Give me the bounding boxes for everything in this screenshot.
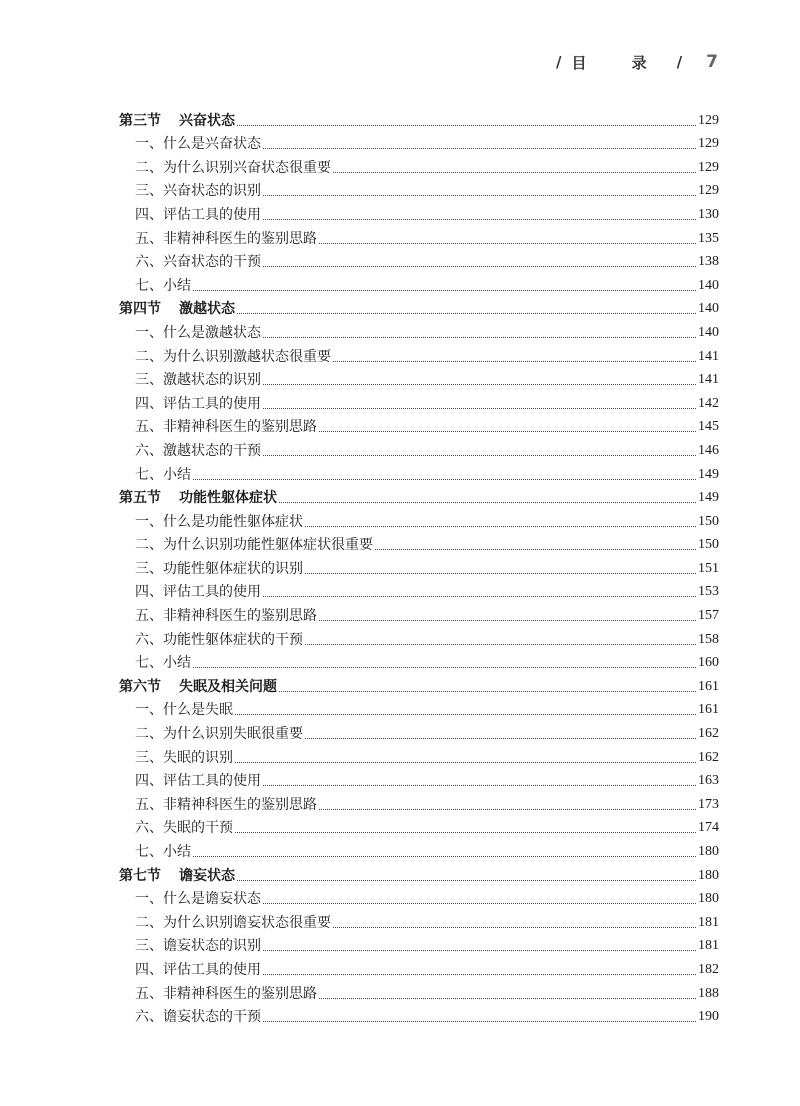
dot-leader: [319, 809, 696, 810]
dot-leader: [305, 738, 696, 739]
toc-page-number: 190: [698, 1009, 719, 1025]
section-number: 第六节: [119, 678, 161, 695]
toc-item-row[interactable]: [119, 366, 719, 390]
toc-item-row[interactable]: [119, 531, 719, 555]
toc-section-row[interactable]: [119, 484, 719, 508]
toc-entry-label: [119, 867, 235, 885]
section-number: 第三节: [119, 112, 161, 129]
toc-page-number: 181: [698, 914, 719, 930]
dot-leader: [237, 880, 696, 881]
toc-item-row[interactable]: [119, 342, 719, 366]
toc-entry-label: 一、什么是激越状态: [135, 324, 261, 341]
toc-entry-label: 一、什么是失眠: [135, 702, 233, 719]
toc-page-number: 161: [698, 678, 719, 694]
toc-page-number: 140: [698, 301, 719, 317]
toc-entry-label: 二、为什么识别兴奋状态很重要: [135, 159, 331, 176]
toc-item-row[interactable]: [119, 436, 719, 460]
dot-leader: [263, 219, 696, 220]
toc-page-number: 146: [698, 442, 719, 458]
dot-leader: [235, 832, 696, 833]
toc-item-row[interactable]: [119, 224, 719, 248]
toc-page-number: 129: [698, 136, 719, 152]
dot-leader: [319, 243, 696, 244]
toc-item-row[interactable]: [119, 696, 719, 720]
toc-page-number: 181: [698, 938, 719, 954]
toc-item-row[interactable]: [119, 200, 719, 224]
toc-item-row[interactable]: [119, 743, 719, 767]
toc-section-row[interactable]: [119, 672, 719, 696]
table-of-contents: [119, 106, 719, 1026]
toc-item-row[interactable]: [119, 1003, 719, 1027]
toc-page-number: 151: [698, 560, 719, 576]
toc-entry-label: [119, 489, 277, 507]
dot-leader: [193, 667, 696, 668]
toc-entry-label: 六、兴奋状态的干预: [135, 254, 261, 271]
toc-page-number: 129: [698, 159, 719, 175]
toc-page-number: 180: [698, 844, 719, 859]
toc-entry-label: 五、非精神科医生的鉴别思路: [135, 419, 317, 436]
dot-leader: [193, 479, 696, 480]
dot-leader: [333, 927, 696, 928]
toc-item-row[interactable]: [119, 837, 719, 861]
toc-item-row[interactable]: [119, 719, 719, 743]
dot-leader: [263, 266, 696, 267]
toc-page-number: 140: [698, 324, 719, 340]
dot-leader: [263, 337, 696, 338]
toc-page-number: 130: [698, 206, 719, 222]
toc-entry-label: 四、评估工具的使用: [135, 773, 261, 790]
dot-leader: [319, 431, 696, 432]
toc-item-row[interactable]: [119, 248, 719, 272]
dot-leader: [193, 290, 696, 291]
toc-item-row[interactable]: [119, 460, 719, 484]
toc-entry-label: [119, 678, 277, 696]
dot-leader: [375, 549, 696, 550]
section-number: 第七节: [119, 867, 161, 884]
toc-page-number: 161: [698, 702, 719, 718]
toc-page-number: 145: [698, 419, 719, 435]
section-title: 谵妄状态: [179, 867, 235, 884]
toc-entry-label: 一、什么是谵妄状态: [135, 891, 261, 908]
running-header: [546, 52, 718, 72]
toc-entry-label: 七、小结: [135, 655, 191, 672]
dot-leader: [279, 691, 696, 692]
toc-page-number: 129: [698, 112, 719, 128]
toc-entry-label: 六、失眠的干预: [135, 820, 233, 837]
toc-entry-label: 七、小结: [135, 277, 191, 294]
toc-item-row[interactable]: [119, 932, 719, 956]
toc-item-row[interactable]: [119, 271, 719, 295]
toc-item-row[interactable]: [119, 389, 719, 413]
dot-leader: [333, 172, 696, 173]
toc-entry-label: 五、非精神科医生的鉴别思路: [135, 796, 317, 813]
toc-page-number: 149: [698, 490, 719, 506]
page-number: 7: [706, 52, 718, 72]
toc-item-row[interactable]: [119, 790, 719, 814]
header-slash: /: [676, 53, 683, 71]
toc-page-number: 142: [698, 395, 719, 411]
toc-entry-label: [119, 300, 235, 318]
toc-page-number: 150: [698, 513, 719, 529]
toc-page-number: 141: [698, 348, 719, 364]
toc-entry-label: 五、非精神科医生的鉴别思路: [135, 608, 317, 625]
toc-item-row[interactable]: [119, 814, 719, 838]
toc-entry-label: 三、谵妄状态的识别: [135, 938, 261, 955]
toc-item-row[interactable]: [119, 153, 719, 177]
dot-leader: [333, 361, 696, 362]
toc-entry-label: 三、失眠的识别: [135, 749, 233, 766]
dot-leader: [305, 573, 696, 574]
toc-item-row[interactable]: [119, 767, 719, 791]
toc-entry-label: 四、评估工具的使用: [135, 395, 261, 412]
dot-leader: [263, 195, 696, 196]
toc-entry-label: 五、非精神科医生的鉴别思路: [135, 985, 317, 1002]
section-number: 第五节: [119, 490, 161, 507]
toc-entry-label: 二、为什么识别失眠很重要: [135, 726, 303, 743]
toc-entry-label: 一、什么是兴奋状态: [135, 136, 261, 153]
dot-leader: [319, 998, 696, 999]
toc-item-row[interactable]: [119, 554, 719, 578]
toc-item-row[interactable]: [119, 177, 719, 201]
toc-entry-label: 三、兴奋状态的识别: [135, 183, 261, 200]
header-slash: /: [555, 53, 562, 71]
dot-leader: [263, 950, 696, 951]
dot-leader: [305, 644, 696, 645]
toc-page-number: 182: [698, 961, 719, 977]
dot-leader: [305, 526, 696, 527]
toc-page-number: 174: [698, 820, 719, 836]
section-title: 兴奋状态: [179, 112, 235, 129]
toc-page-number: 129: [698, 183, 719, 199]
dot-leader: [319, 620, 696, 621]
toc-item-row[interactable]: [119, 625, 719, 649]
toc-page-number: 173: [698, 796, 719, 812]
header-title: 目 录: [571, 53, 667, 72]
dot-leader: [263, 974, 696, 975]
dot-leader: [237, 313, 696, 314]
toc-entry-label: 五、非精神科医生的鉴别思路: [135, 230, 317, 247]
toc-page-number: 138: [698, 254, 719, 270]
toc-entry-label: 七、小结: [135, 844, 191, 860]
toc-entry-label: 二、为什么识别功能性躯体症状很重要: [135, 537, 373, 554]
toc-page-number: 160: [698, 655, 719, 671]
dot-leader: [263, 903, 696, 904]
toc-item-row[interactable]: [119, 649, 719, 673]
toc-entry-label: 三、激越状态的识别: [135, 372, 261, 389]
toc-item-row[interactable]: [119, 413, 719, 437]
toc-item-row[interactable]: [119, 885, 719, 909]
toc-item-row[interactable]: [119, 507, 719, 531]
toc-page-number: 180: [698, 891, 719, 907]
dot-leader: [263, 455, 696, 456]
section-title: 失眠及相关问题: [179, 678, 277, 695]
dot-leader: [263, 148, 696, 149]
toc-item-row[interactable]: [119, 601, 719, 625]
toc-page-number: 188: [698, 985, 719, 1001]
toc-item-row[interactable]: [119, 955, 719, 979]
toc-page-number: 135: [698, 230, 719, 246]
dot-leader: [263, 384, 696, 385]
toc-page-number: 158: [698, 631, 719, 647]
toc-page-number: 140: [698, 277, 719, 293]
toc-item-row[interactable]: [119, 318, 719, 342]
toc-page-number: 141: [698, 372, 719, 388]
dot-leader: [237, 125, 696, 126]
toc-entry-label: [119, 112, 235, 130]
dot-leader: [263, 785, 696, 786]
dot-leader: [263, 408, 696, 409]
section-title: 功能性躯体症状: [179, 490, 277, 507]
dot-leader: [263, 596, 696, 597]
toc-page-number: 150: [698, 537, 719, 553]
toc-section-row[interactable]: [119, 861, 719, 885]
section-title: 激越状态: [179, 301, 235, 318]
toc-page-number: 157: [698, 608, 719, 624]
toc-item-row[interactable]: [119, 578, 719, 602]
toc-entry-label: 六、功能性躯体症状的干预: [135, 631, 303, 648]
toc-section-row[interactable]: [119, 295, 719, 319]
toc-entry-label: 六、激越状态的干预: [135, 442, 261, 459]
toc-item-row[interactable]: [119, 908, 719, 932]
toc-entry-label: 三、功能性躯体症状的识别: [135, 560, 303, 577]
dot-leader: [193, 856, 696, 857]
toc-entry-label: 二、为什么识别谵妄状态很重要: [135, 914, 331, 931]
toc-page-number: 153: [698, 584, 719, 600]
toc-page-number: 162: [698, 726, 719, 742]
toc-entry-label: 四、评估工具的使用: [135, 206, 261, 223]
dot-leader: [263, 1021, 696, 1022]
toc-item-row[interactable]: [119, 979, 719, 1003]
toc-entry-label: 四、评估工具的使用: [135, 961, 261, 978]
toc-page-number: 162: [698, 749, 719, 765]
toc-item-row[interactable]: [119, 130, 719, 154]
toc-entry-label: 一、什么是功能性躯体症状: [135, 513, 303, 530]
toc-page-number: 163: [698, 773, 719, 789]
dot-leader: [235, 714, 696, 715]
toc-entry-label: 四、评估工具的使用: [135, 584, 261, 601]
dot-leader: [235, 762, 696, 763]
toc-page-number: 180: [698, 867, 719, 883]
toc-page-number: 149: [698, 466, 719, 482]
section-number: 第四节: [119, 301, 161, 318]
toc-section-row[interactable]: [119, 106, 719, 130]
dot-leader: [279, 502, 696, 503]
toc-entry-label: 二、为什么识别激越状态很重要: [135, 348, 331, 365]
toc-entry-label: 六、谵妄状态的干预: [135, 1009, 261, 1026]
toc-entry-label: 七、小结: [135, 466, 191, 483]
